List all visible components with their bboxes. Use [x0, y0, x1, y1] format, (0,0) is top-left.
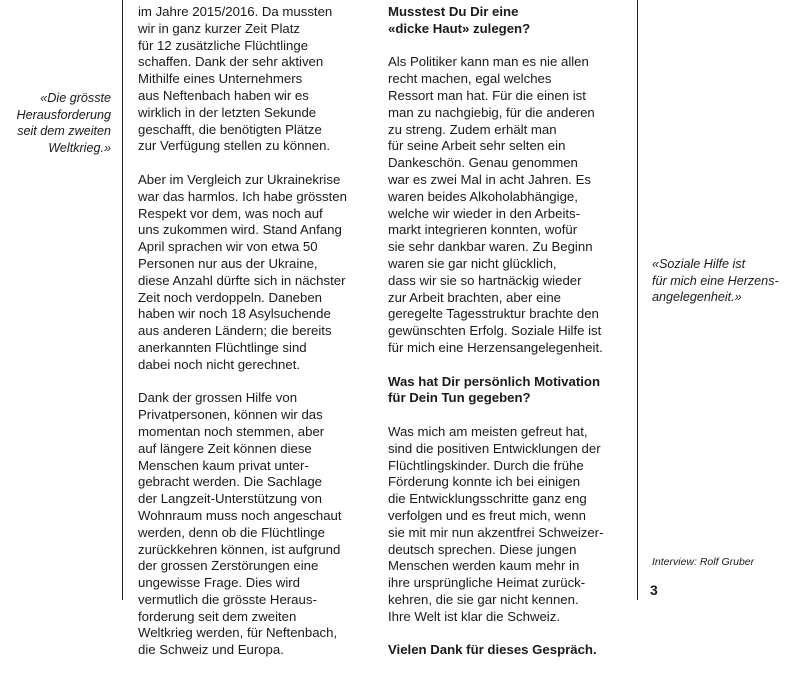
- text-line: der Langzeit-Unterstützung von: [138, 491, 323, 507]
- text-line: gebracht werden. Die Sachlage: [138, 474, 323, 490]
- text-line: Personen nur aus der Ukraine,: [138, 255, 318, 271]
- interview-question-2: [388, 374, 628, 408]
- text-line: sie mit mir nun akzentfrei Schweizer-: [388, 524, 604, 540]
- text-line: zurückkehren können, ist aufgrund: [138, 541, 341, 557]
- text-line: Wohnraum muss noch angeschaut: [138, 507, 342, 523]
- text-line: Menschen werden kaum mehr in: [388, 558, 580, 574]
- text-line: Als Politiker kann man es nie allen: [388, 54, 589, 70]
- text-line: für mich eine Herzensangelegenheit.: [388, 339, 603, 355]
- text-line: deutsch sprechen. Diese jungen: [388, 541, 577, 557]
- text-line: Ressort man hat. Für die einen ist: [388, 87, 586, 103]
- text-line: werden, denn ob die Flüchtlinge: [138, 524, 325, 540]
- text-line: welche wir wieder in den Arbeits-: [388, 205, 581, 221]
- text-line: wir in ganz kurzer Zeit Platz: [138, 20, 300, 36]
- text-line: sie sehr dankbar waren. Zu Beginn: [388, 239, 593, 255]
- text-line: vermutlich die grösste Heraus-: [138, 591, 317, 607]
- text-line: April sprachen wir von etwa 50: [138, 239, 318, 255]
- closing-line: Vielen Dank für dieses Gespräch.: [388, 642, 597, 658]
- pull-quote-line: Weltkrieg.»: [48, 140, 111, 155]
- interview-answer-2: [388, 424, 628, 626]
- text-line: man zu nachgiebig, für die anderen: [388, 104, 595, 120]
- text-line: Flüchtlingskinder. Durch die frühe: [388, 457, 584, 473]
- text-line: dabei noch nicht gerechnet.: [138, 356, 301, 372]
- text-line: Förderung konnte ich bei einigen: [388, 474, 581, 490]
- text-line: auf längere Zeit können diese: [138, 440, 312, 456]
- text-line: Zeit noch verdoppeln. Daneben: [138, 289, 323, 305]
- interview-credit: Interview: Rolf Gruber: [652, 556, 755, 568]
- text-line: anerkannten Flüchtlinge sind: [138, 339, 307, 355]
- text-line: aus Neftenbach haben wir es: [138, 87, 309, 103]
- text-line: waren beides Alkoholabhängige,: [388, 188, 578, 204]
- text-line: war es zwei Mal in acht Jahren. Es: [388, 171, 592, 187]
- text-line: sind die positiven Entwicklungen der: [388, 440, 601, 456]
- pull-quote-line: «Die grösste: [40, 91, 111, 105]
- text-line: Menschen kaum privat unter-: [138, 457, 309, 473]
- text-line: uns zukommen wird. Stand Anfang: [138, 222, 342, 238]
- text-line: war das harmlos. Ich habe grössten: [138, 188, 347, 204]
- text-line: geregelte Tagesstruktur brachte den: [388, 306, 599, 322]
- question-line: «dicke Haut» zulegen?: [388, 20, 531, 36]
- text-line: im Jahre 2015/2016. Da mussten: [138, 4, 333, 19]
- paragraph-2: [138, 172, 368, 374]
- text-line: Mithilfe eines Unternehmers: [138, 71, 303, 87]
- question-line: Was hat Dir persönlich Motivation: [388, 373, 600, 389]
- text-line: zu streng. Zudem erhält man: [388, 121, 557, 137]
- paragraph-1: [138, 4, 368, 155]
- text-line: zur Arbeit brachten, aber eine: [388, 289, 562, 305]
- text-line: schaffen. Dank der sehr aktiven: [138, 54, 324, 70]
- page-number: 3: [650, 582, 658, 598]
- interview-question-1: [388, 4, 628, 38]
- text-line: dass wir sie so hartnäckig wieder: [388, 272, 582, 288]
- question-line: für Dein Tun gegeben?: [388, 390, 531, 406]
- text-line: Aber im Vergleich zur Ukrainekrise: [138, 171, 341, 187]
- pull-quote-line: angelegenheit.»: [652, 290, 742, 304]
- text-line: waren sie gar nicht glücklich,: [388, 255, 557, 271]
- text-line: forderung seit dem zweiten: [138, 608, 297, 624]
- text-line: ungewisse Frage. Dies wird: [138, 575, 300, 591]
- text-line: der grossen Zerstörungen eine: [138, 558, 319, 574]
- text-line: zur Verfügung stellen zu können.: [138, 138, 331, 154]
- article-column-2: [388, 4, 628, 676]
- text-line: Ihre Welt ist klar die Schweiz.: [388, 608, 560, 624]
- text-line: haben wir noch 18 Asylsuchende: [138, 306, 331, 322]
- text-line: Dank der grossen Hilfe von: [138, 390, 298, 406]
- text-line: ihre ursprüngliche Heimat zurück-: [388, 575, 586, 591]
- column-divider-left: [122, 0, 123, 600]
- text-line: Dankeschön. Genau genommen: [388, 155, 578, 171]
- text-line: wirklich in der letzten Sekunde: [138, 104, 317, 120]
- text-line: für seine Arbeit sehr selten ein: [388, 138, 566, 154]
- text-line: die Schweiz und Europa.: [138, 642, 284, 658]
- pull-quote-line: Herausforderung: [16, 107, 111, 122]
- text-line: Respekt vor dem, was noch auf: [138, 205, 323, 221]
- text-line: markt integrieren konnten, wofür: [388, 222, 578, 238]
- text-line: diese Anzahl dürfte sich in nächster: [138, 272, 346, 288]
- paragraph-3: [138, 390, 368, 659]
- text-line: momentan noch stemmen, aber: [138, 423, 325, 439]
- text-line: für 12 zusätzliche Flüchtlinge: [138, 37, 309, 53]
- text-line: aus anderen Ländern; die bereits: [138, 323, 332, 339]
- pull-quote-line: seit dem zweiten: [17, 124, 111, 138]
- interview-closing: [388, 642, 628, 659]
- question-line: Musstest Du Dir eine: [388, 4, 519, 19]
- text-line: Was mich am meisten gefreut hat,: [388, 423, 588, 439]
- interview-answer-1: [388, 54, 628, 356]
- text-line: recht machen, egal welches: [388, 71, 552, 87]
- pull-quote-right: [652, 256, 800, 306]
- text-line: gewünschten Erfolg. Soziale Hilfe ist: [388, 323, 602, 339]
- text-line: verfolgen und es freut mich, wenn: [388, 507, 586, 523]
- pull-quote-left: [0, 90, 111, 156]
- text-line: Weltkrieg werden, für Neftenbach,: [138, 625, 338, 641]
- text-line: Privatpersonen, können wir das: [138, 407, 323, 423]
- text-line: kehren, die sie gar nicht kennen.: [388, 591, 579, 607]
- text-line: geschafft, die benötigten Plätze: [138, 121, 322, 137]
- pull-quote-line: «Soziale Hilfe ist: [652, 257, 746, 271]
- article-column-1: [138, 4, 368, 676]
- pull-quote-line: für mich eine Herzens-: [652, 273, 779, 288]
- column-divider-right: [637, 0, 638, 600]
- text-line: die Entwicklungsschritte ganz eng: [388, 491, 587, 507]
